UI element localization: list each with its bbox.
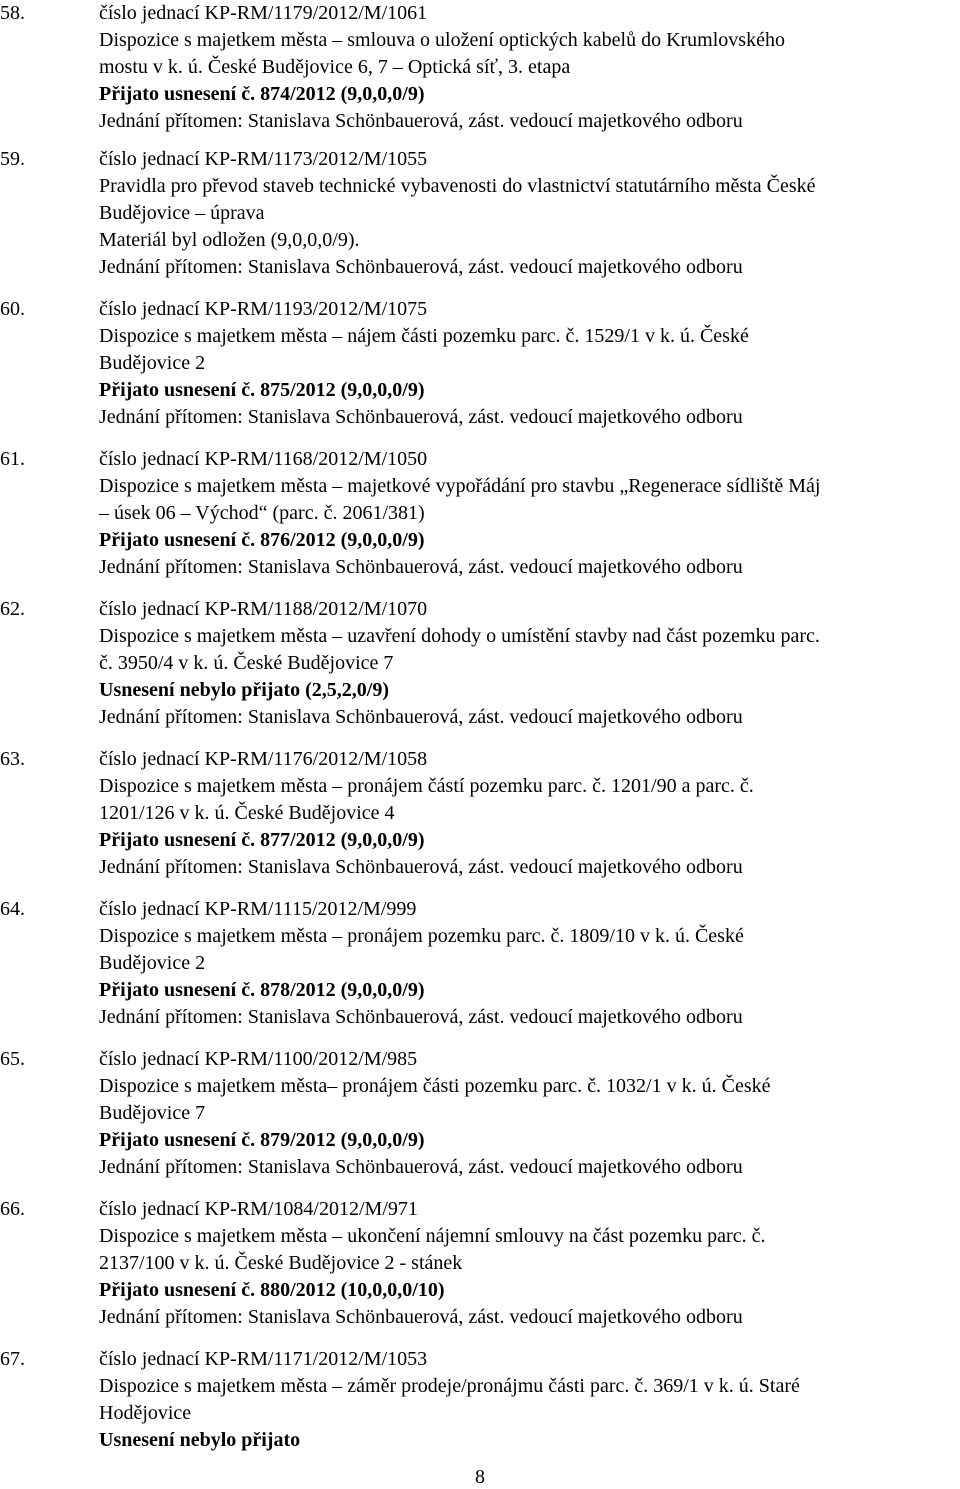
agenda-item-text-line: Dispozice s majetkem města – nájem části pozemku parc. č. 1529/1 v k. ú. České: [99, 325, 749, 347]
agenda-item-reference: číslo jednací KP-RM/1168/2012/M/1050: [99, 448, 428, 470]
agenda-item-number: 67.: [0, 1348, 25, 1370]
agenda-item-text-line: Dispozice s majetkem města – smlouva o uložení optických kabelů do Krumlovského: [99, 29, 785, 51]
agenda-item-body: [99, 623, 959, 731]
agenda-item-number: 62.: [0, 598, 25, 620]
attendee-line: Jednání přítomen: Stanislava Schönbauerová, zást. vedoucí majetkového odboru: [99, 110, 743, 132]
deferral-line: Materiál byl odložen (9,0,0,0/9).: [99, 229, 360, 251]
agenda-item-number: 64.: [0, 898, 25, 920]
agenda-item-reference: číslo jednací KP-RM/1171/2012/M/1053: [99, 1348, 428, 1370]
agenda-item-number: 61.: [0, 448, 25, 470]
resolution-line: Přijato usnesení č. 877/2012 (9,0,0,0/9): [99, 829, 425, 851]
agenda-item-body: [99, 1073, 959, 1181]
agenda-item-reference: číslo jednací KP-RM/1084/2012/M/971: [99, 1198, 418, 1220]
agenda-item-reference: číslo jednací KP-RM/1179/2012/M/1061: [99, 2, 428, 24]
agenda-item-text-line: Dispozice s majetkem města – pronájem pozemku parc. č. 1809/10 v k. ú. České: [99, 925, 744, 947]
agenda-item-text-line: Dispozice s majetkem města – majetkové vypořádání pro stavbu „Regenerace sídliště Máj: [99, 475, 821, 497]
agenda-item-body: [99, 173, 959, 281]
agenda-item-text-line: Dispozice s majetkem města – uzavření dohody o umístění stavby nad část pozemku parc.: [99, 625, 820, 647]
agenda-item-text-line: 2137/100 v k. ú. České Budějovice 2 - stánek: [99, 1252, 463, 1274]
agenda-item-body: [99, 1373, 959, 1454]
resolution-line: Usnesení nebylo přijato (2,5,2,0/9): [99, 679, 389, 701]
attendee-line: Jednání přítomen: Stanislava Schönbauerová, zást. vedoucí majetkového odboru: [99, 556, 743, 578]
agenda-item-reference: číslo jednací KP-RM/1176/2012/M/1058: [99, 748, 428, 770]
agenda-item-text-line: Dispozice s majetkem města– pronájem části pozemku parc. č. 1032/1 v k. ú. České: [99, 1075, 771, 1097]
agenda-item-body: [99, 27, 959, 135]
agenda-item-text-line: mostu v k. ú. České Budějovice 6, 7 – Optická síť, 3. etapa: [99, 56, 571, 78]
resolution-line: Přijato usnesení č. 879/2012 (9,0,0,0/9): [99, 1129, 425, 1151]
agenda-item-body: [99, 1223, 959, 1331]
agenda-item-text-line: Budějovice – úprava: [99, 202, 265, 224]
agenda-item-reference: číslo jednací KP-RM/1173/2012/M/1055: [99, 148, 428, 170]
resolution-line: Přijato usnesení č. 880/2012 (10,0,0,0/10): [99, 1279, 445, 1301]
agenda-item-text-line: Budějovice 7: [99, 1102, 206, 1124]
resolution-line: Usnesení nebylo přijato: [99, 1429, 301, 1451]
agenda-item-body: [99, 923, 959, 1031]
agenda-item-text-line: Dispozice s majetkem města – pronájem částí pozemku parc. č. 1201/90 a parc. č.: [99, 775, 754, 797]
agenda-item-text-line: Pravidla pro převod staveb technické vybavenosti do vlastnictví statutárního města České: [99, 175, 816, 197]
agenda-item-reference: číslo jednací KP-RM/1115/2012/M/999: [99, 898, 417, 920]
attendee-line: Jednání přítomen: Stanislava Schönbauerová, zást. vedoucí majetkového odboru: [99, 706, 743, 728]
agenda-item-number: 65.: [0, 1048, 25, 1070]
attendee-line: Jednání přítomen: Stanislava Schönbauerová, zást. vedoucí majetkového odboru: [99, 406, 743, 428]
attendee-line: Jednání přítomen: Stanislava Schönbauerová, zást. vedoucí majetkového odboru: [99, 1006, 743, 1028]
resolution-line: Přijato usnesení č. 878/2012 (9,0,0,0/9): [99, 979, 425, 1001]
agenda-item-text-line: Budějovice 2: [99, 352, 206, 374]
agenda-item-text-line: č. 3950/4 v k. ú. České Budějovice 7: [99, 652, 394, 674]
agenda-item-text-line: Budějovice 2: [99, 952, 206, 974]
attendee-line: Jednání přítomen: Stanislava Schönbauerová, zást. vedoucí majetkového odboru: [99, 1156, 743, 1178]
agenda-item-number: 59.: [0, 148, 25, 170]
agenda-item-body: [99, 473, 959, 581]
resolution-line: Přijato usnesení č. 874/2012 (9,0,0,0/9): [99, 83, 425, 105]
agenda-item-number: 58.: [0, 2, 25, 24]
agenda-item-text-line: Dispozice s majetkem města – záměr prodeje/pronájmu části parc. č. 369/1 v k. ú. Staré: [99, 1375, 800, 1397]
agenda-item-number: 63.: [0, 748, 25, 770]
agenda-item-number: 60.: [0, 298, 25, 320]
agenda-item-reference: číslo jednací KP-RM/1193/2012/M/1075: [99, 298, 428, 320]
agenda-item-body: [99, 773, 959, 881]
agenda-item-text-line: 1201/126 v k. ú. České Budějovice 4: [99, 802, 395, 824]
agenda-item-body: [99, 323, 959, 431]
agenda-item-number: 66.: [0, 1198, 25, 1220]
agenda-item-reference: číslo jednací KP-RM/1188/2012/M/1070: [99, 598, 428, 620]
attendee-line: Jednání přítomen: Stanislava Schönbauerová, zást. vedoucí majetkového odboru: [99, 856, 743, 878]
resolution-line: Přijato usnesení č. 876/2012 (9,0,0,0/9): [99, 529, 425, 551]
agenda-item-text-line: Dispozice s majetkem města – ukončení nájemní smlouvy na část pozemku parc. č.: [99, 1225, 766, 1247]
page-number: 8: [475, 1466, 485, 1488]
agenda-item-text-line: – úsek 06 – Východ“ (parc. č. 2061/381): [99, 502, 425, 524]
agenda-item-text-line: Hodějovice: [99, 1402, 192, 1424]
attendee-line: Jednání přítomen: Stanislava Schönbauerová, zást. vedoucí majetkového odboru: [99, 256, 743, 278]
attendee-line: Jednání přítomen: Stanislava Schönbauerová, zást. vedoucí majetkového odboru: [99, 1306, 743, 1328]
resolution-line: Přijato usnesení č. 875/2012 (9,0,0,0/9): [99, 379, 425, 401]
agenda-item-reference: číslo jednací KP-RM/1100/2012/M/985: [99, 1048, 418, 1070]
